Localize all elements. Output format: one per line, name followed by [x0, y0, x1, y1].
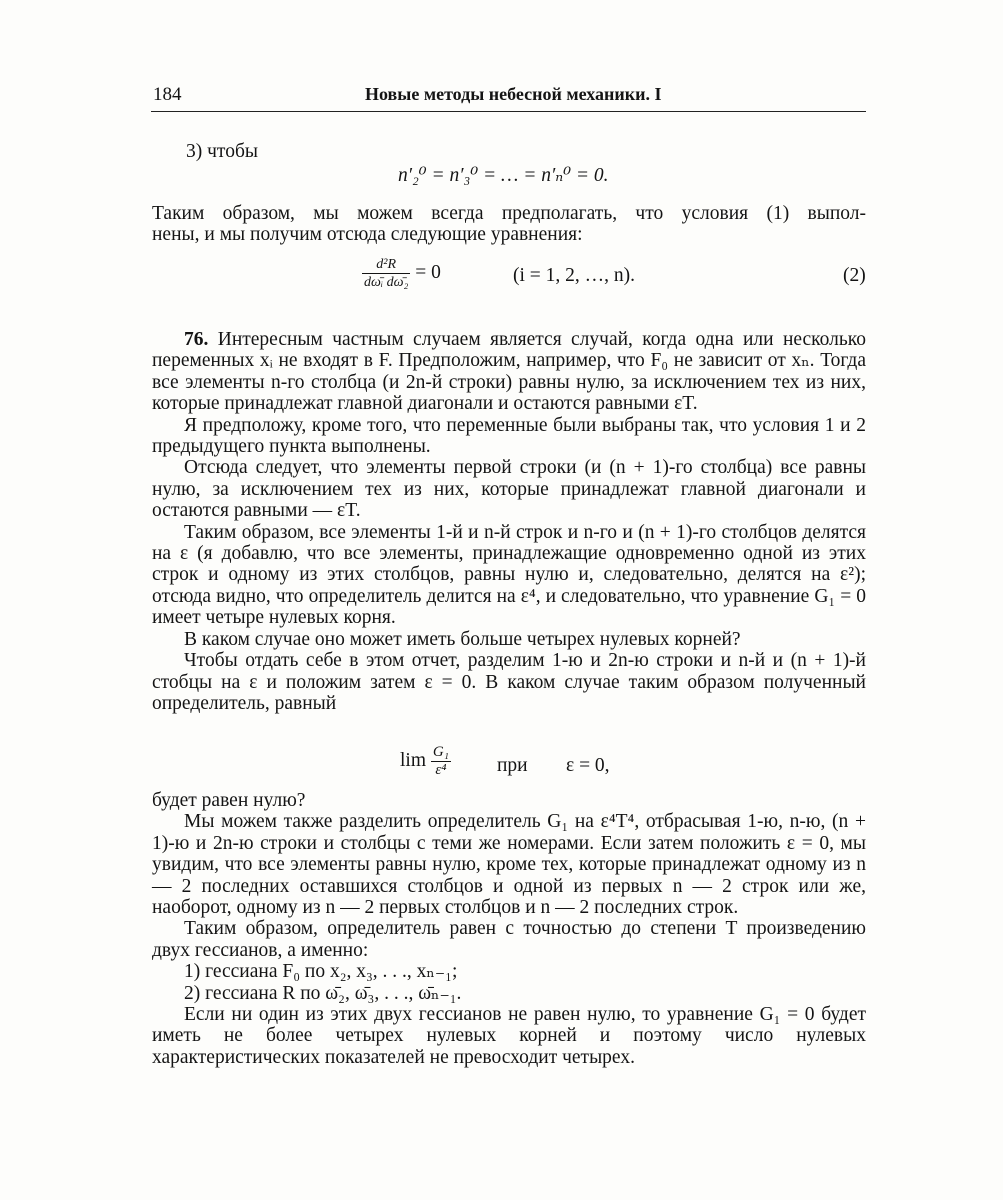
eq2-number: (2) — [843, 265, 866, 286]
item-3-label: 3) чтобы — [186, 141, 258, 162]
intro-line-1: Таким образом, мы можем всегда предполагать, что условия (1) выпол- — [152, 203, 866, 224]
paragraph-10: Если ни один из этих двух гессианов не равен нулю, то уравнение G₁ = 0 будет иметь не более четырех нулевых корней и поэтому число нулевых характеристических показателей не превосходит четырех. — [152, 1004, 866, 1068]
paragraph-9: Таким образом, определитель равен с точностью до степени T произведению двух гессианов, а именно: — [152, 918, 866, 961]
paragraph-4: Таким образом, все элементы 1-й и n-й строк и n-го и (n + 1)-го столбцов делятся на ε (я добавлю, что все элементы, принадлежащие одновременно одной из этих строк и одному из этих столбцов, равны нулю и, следовательно, делятся на ε²); отсюда видно, что определитель делится на ε⁴, и следовательно, что уравнение G₁ = 0 имеет четыре нулевых корня. — [152, 521, 866, 629]
body-text — [152, 329, 866, 714]
paragraph-8: Мы можем также разделить определитель G₁ на ε⁴T⁴, отбрасывая 1-ю, n-ю, (n + 1)-ю и 2n-ю строки и столбцы с теми же номерами. Если затем положить ε = 0, мы увидим, что все элементы равны нулю, кроме тех, которые принадлежат одному из n — 2 последних оставшихся столбцов и одной из первых n — 2 строк или же, наоборот, одному из n — 2 первых столбцов и n — 2 последних строк. — [152, 811, 866, 919]
limit-at: при — [497, 755, 528, 776]
limit-lim: lim — [400, 749, 427, 771]
eq2-numerator: d²R — [362, 256, 410, 274]
body-text-continued — [152, 790, 866, 1068]
list-item-2: 2) гессиана R по ω̄₂, ω̄₃, . . ., ω̄ₙ₋₁. — [184, 982, 462, 1004]
paragraph-5: В каком случае оно может иметь больше четырех нулевых корней? — [184, 628, 741, 650]
limit-condition: ε = 0, — [566, 755, 610, 776]
paragraph-6: Чтобы отдать себе в этом отчет, разделим 1-ю и 2n-ю строки и n-й и (n + 1)-й стобцы на ε и положим затем ε = 0. В каком случае таким образом полученный определитель, равный — [152, 650, 866, 714]
section-76-text: Интересным частным случаем является случай, когда одна или несколько переменных xᵢ не входят в F. Предположим, например, что F₀ не зависит от xₙ. Тогда все элементы n-го столбца (и 2n-й строки) равны нулю, за исключением тех из них, которые принадлежат главной диагонали и остаются равными εT. — [152, 329, 867, 415]
eq2-rhs: = 0 — [415, 261, 441, 283]
header-rule — [151, 111, 866, 112]
paragraph-7: будет равен нулю? — [152, 790, 306, 811]
section-76-paragraph — [152, 329, 866, 415]
limit-formula — [400, 744, 451, 779]
limit-numerator: G₁ — [432, 744, 449, 760]
paragraph-2: Я предположу, кроме того, что переменные были выбраны так, что условия 1 и 2 предыдущего пункта выполнены. — [152, 414, 866, 458]
eq2-fraction — [362, 256, 410, 291]
eq2-condition: (i = 1, 2, …, n). — [513, 265, 636, 286]
item-3-formula: n′₂⁰ = n′₃⁰ = … = n′ₙ⁰ = 0. — [398, 165, 609, 186]
eq2-denominator: dω̄ᵢ dω̄₂ — [364, 275, 409, 290]
limit-denominator: ε⁴ — [435, 762, 447, 778]
intro-line-2: нены, и мы получим отсюда следующие уравнения: — [152, 224, 583, 246]
section-number: 76. — [184, 329, 209, 350]
intro-paragraph — [152, 203, 866, 246]
limit-fraction — [431, 744, 451, 779]
equation-2 — [362, 256, 441, 291]
list-item-1: 1) гессиана F₀ по x₂, x₃, . . ., xₙ₋₁; — [184, 961, 458, 983]
page-number: 184 — [153, 84, 182, 105]
paragraph-3: Отсюда следует, что элементы первой строки (и (n + 1)-го столбца) все равны нулю, за исключением тех из них, которые принадлежат главной диагонали и остаются равными — εT. — [152, 457, 866, 522]
running-title: Новые методы небесной механики. I — [365, 84, 662, 104]
